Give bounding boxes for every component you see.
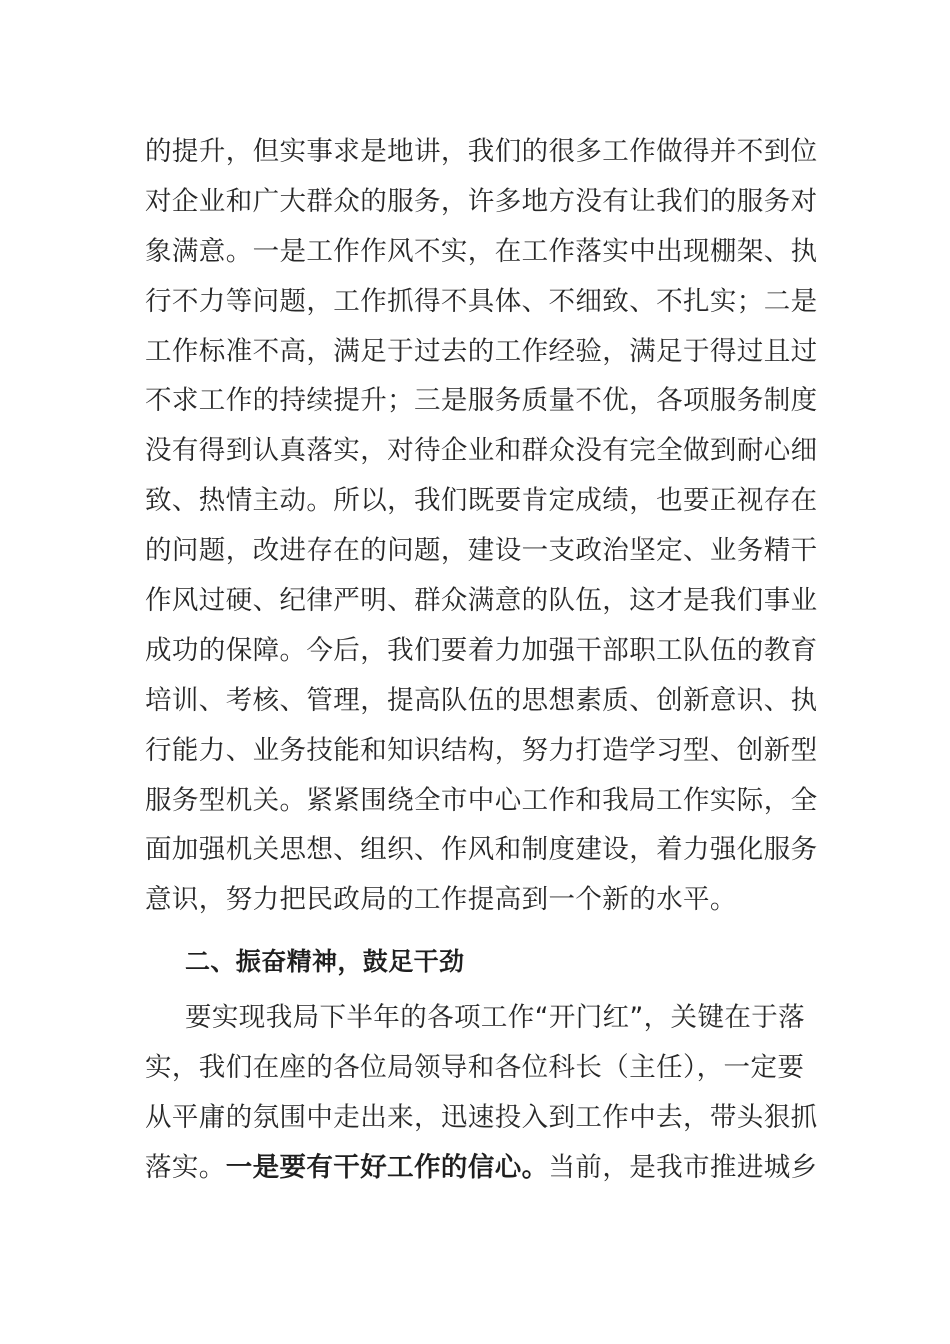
paragraph-work-problems [145,127,820,925]
text-line: 不求工作的持续提升；三是服务质量不优，各项服务制度 [145,385,818,417]
text-line: 致、热情主动。所以，我们既要肯定成绩，也要正视存在 [145,485,818,517]
text-line-mixed [145,1143,820,1193]
text-line: 实，我们在座的各位局领导和各位科长（主任），一定要 [145,1052,805,1084]
text-line: 没有得到认真落实，对待企业和群众没有完全做到耐心细 [145,435,818,467]
text-line: 工作标准不高，满足于过去的工作经验，满足于得过且过 [145,335,818,367]
text-line: 象满意。一是工作作风不实，在工作落实中出现棚架、执 [145,235,818,267]
text-line: 行能力、业务技能和知识结构，努力打造学习型、创新型 [145,734,818,766]
text-run: 当前，是我市推进城乡 [548,1151,818,1183]
text-line: 行不力等问题，工作抓得不具体、不细致、不扎实；二是 [145,285,818,317]
paragraph-implementation [145,993,820,1193]
text-line: 成功的保障。今后，我们要着力加强干部职工队伍的教育 [145,634,818,666]
text-run: 落实。 [145,1151,226,1183]
section-heading: 二、振奋精神，鼓足干劲 [185,947,465,977]
text-line: 服务型机关。紧紧围绕全市中心工作和我局工作实际，全 [145,784,818,816]
text-line: 面加强机关思想、组织、作风和制度建设，着力强化服务 [145,834,818,866]
text-line: 对企业和广大群众的服务，许多地方没有让我们的服务对 [145,185,818,217]
text-line: 的问题，改进存在的问题，建设一支政治坚定、业务精干 [145,535,818,567]
text-line: 从平庸的氛围中走出来，迅速投入到工作中去，带头狠抓 [145,1101,818,1133]
text-line: 意识，努力把民政局的工作提高到一个新的水平。 [145,884,737,916]
document-body [145,127,820,1193]
text-line: 要实现我局下半年的各项工作“开门红”，关键在于落 [185,1002,806,1034]
text-line: 培训、考核、管理，提高队伍的思想素质、创新意识、执 [145,684,818,716]
text-line: 的提升，但实事求是地讲，我们的很多工作做得并不到位 [145,136,818,167]
bold-text-run: 一是要有干好工作的信心。 [225,1151,549,1183]
text-line: 作风过硬、纪律严明、群众满意的队伍，这才是我们事业 [145,585,818,617]
